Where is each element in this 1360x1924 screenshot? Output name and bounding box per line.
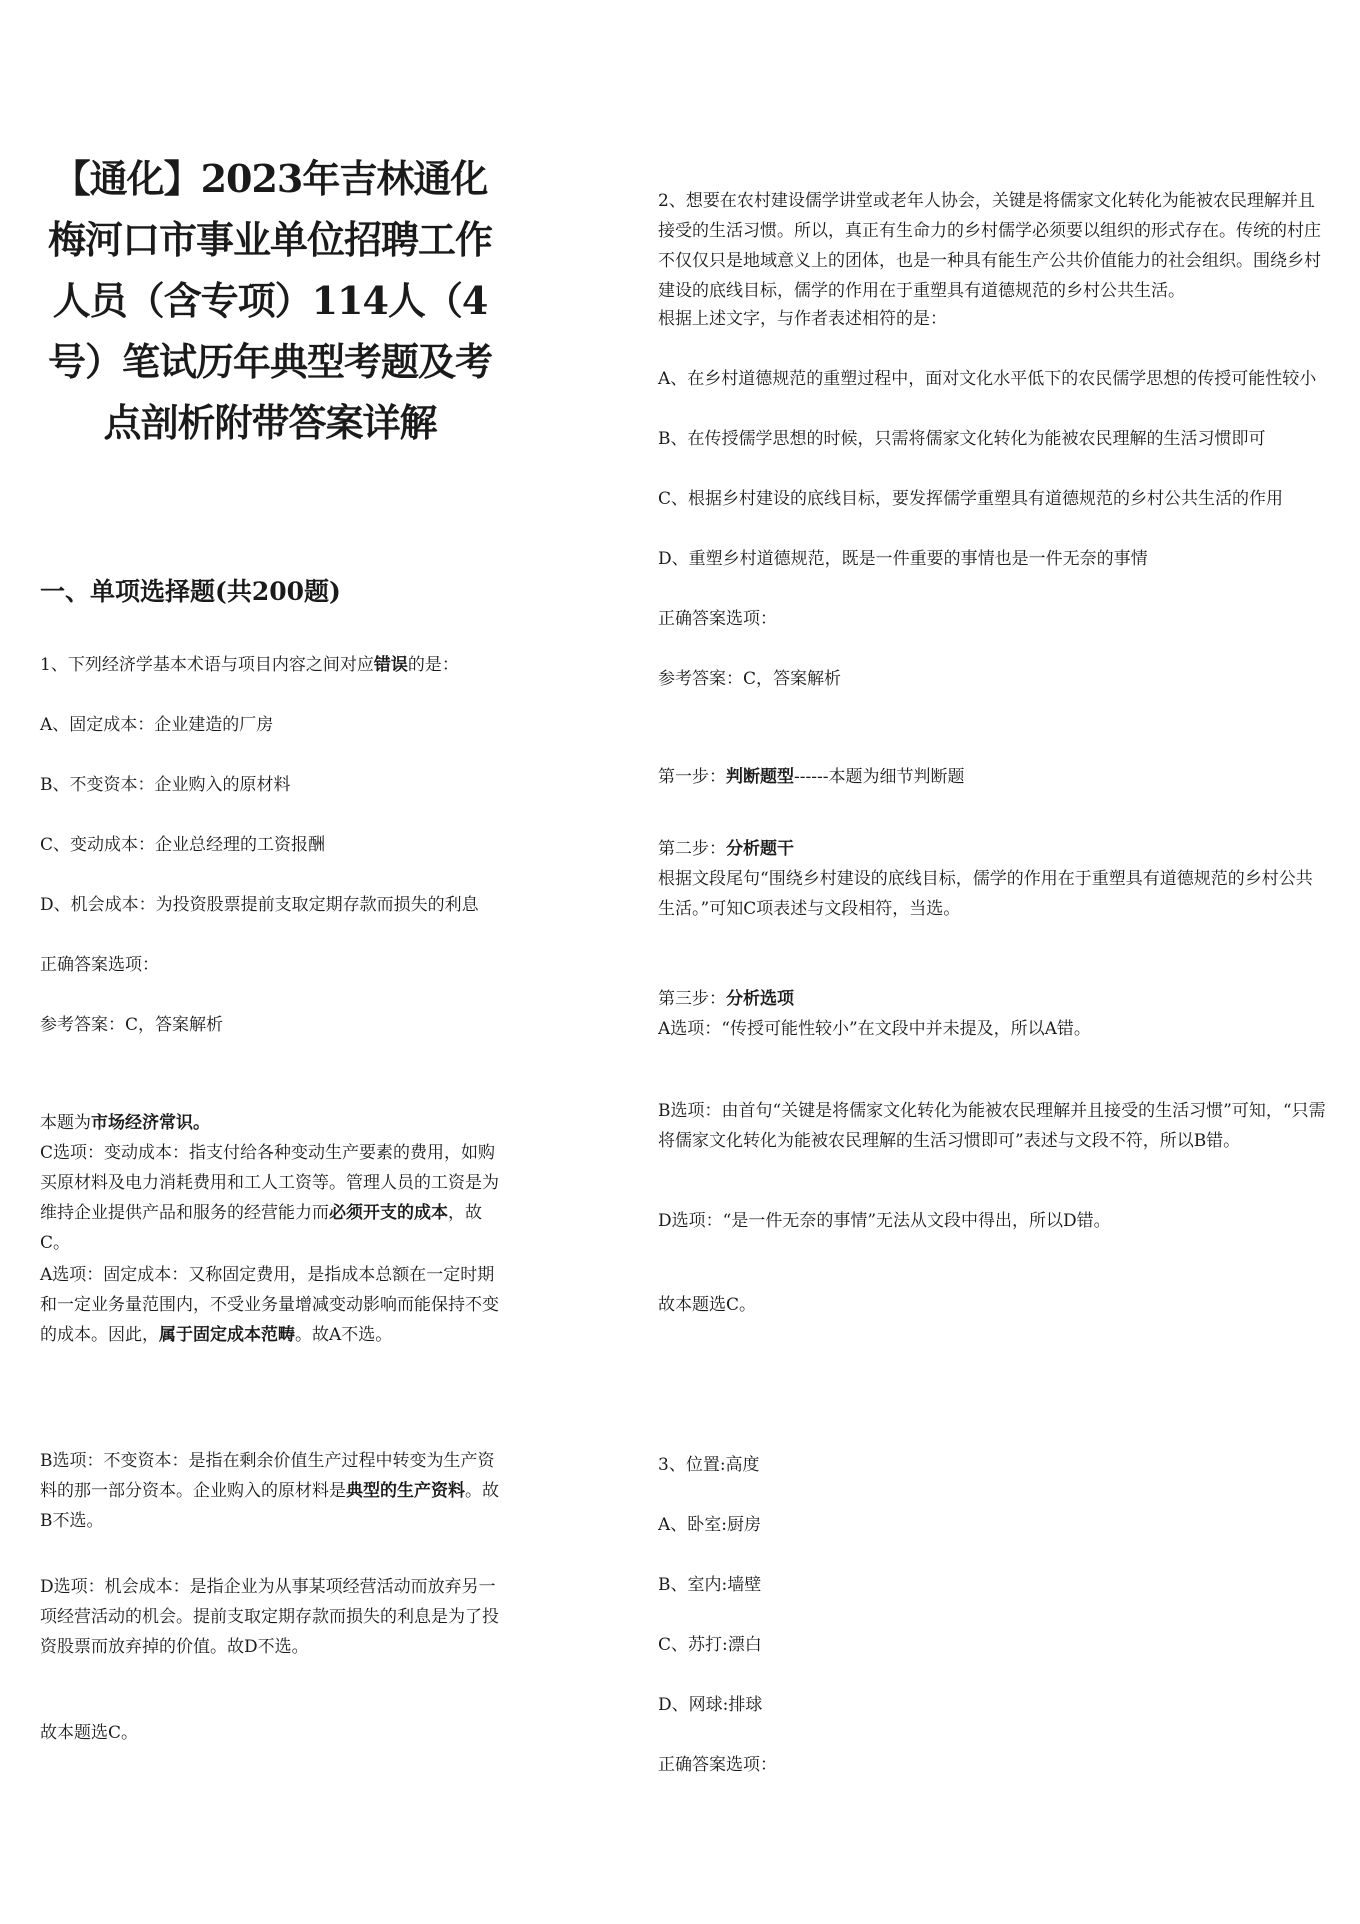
q2-option-c: C、根据乡村建设的底线目标，要发挥儒学重塑具有道德规范的乡村公共生活的作用 [658,489,1284,509]
q3-stem: 3、位置:高度 [658,1455,760,1475]
q2-step3-a: A选项：“传授可能性较小”在文段中并未提及，所以A错。 [658,1019,1091,1039]
q2-step3-heading: 第三步：分析选项 [658,989,794,1009]
section-heading: 一、单项选择题(共200题) [40,577,341,606]
q2-step3-b: B选项：由首句“关键是将儒家文化转化为能被农民理解并且接受的生活习惯”可知，“只需将儒家文化转化为能被农民理解的生活习惯即可”表述与文段不符，所以B错。 [658,1101,1326,1151]
q3-option-a: A、卧室:厨房 [658,1515,762,1535]
q2-option-a: A、在乡村道德规范的重塑过程中，面对文化水平低下的农民儒学思想的传授可能性较小 [658,369,1317,389]
q1-explanation-c: C选项：变动成本：指支付给各种变动生产要素的费用，如购买原材料及电力消耗费用和工人工资等。管理人员的工资是为维持企业提供产品和服务的经营能力而必须开支的成本，故C。 [40,1143,499,1253]
q1-stem: 1、下列经济学基本术语与项目内容之间对应错误的是： [40,655,459,675]
q3-correct-label: 正确答案选项： [658,1755,777,1775]
q2-step2-heading: 第二步：分析题干 [658,839,794,859]
q1-option-d: D、机会成本：为投资股票提前支取定期存款而损失的利息 [40,895,479,915]
q2-correct-label: 正确答案选项： [658,609,777,629]
q3-option-d: D、网球:排球 [658,1695,763,1715]
q2-option-b: B、在传授儒学思想的时候，只需将儒家文化转化为能被农民理解的生活习惯即可 [658,429,1266,449]
q2-step3-d: D选项：“是一件无奈的事情”无法从文段中得出，所以D错。 [658,1211,1111,1231]
q2-question: 根据上述文字，与作者表述相符的是： [658,309,947,329]
q1-correct-label: 正确答案选项： [40,955,159,975]
q1-explanation-b: B选项：不变资本：是指在剩余价值生产过程中转变为生产资料的那一部分资本。企业购入的原材料是典型的生产资料。故B不选。 [40,1451,499,1531]
q2-option-d: D、重塑乡村道德规范，既是一件重要的事情也是一件无奈的事情 [658,549,1148,569]
q2-step1: 第一步：判断题型------本题为细节判断题 [658,767,965,787]
q1-option-b: B、不变资本：企业购入的原材料 [40,775,291,795]
q1-explanation-intro: 本题为市场经济常识。 [40,1113,210,1133]
q1-conclusion: 故本题选C。 [40,1723,139,1743]
q1-reference-answer: 参考答案：C，答案解析 [40,1015,224,1035]
q1-option-a: A、固定成本：企业建造的厂房 [40,715,274,735]
q1-explanation-d: D选项：机会成本：是指企业为从事某项经营活动而放弃另一项经营活动的机会。提前支取定期存款而损失的利息是为了投资股票而放弃掉的价值。故D不选。 [40,1577,499,1657]
q2-step2-body: 根据文段尾句“围绕乡村建设的底线目标，儒学的作用在于重塑具有道德规范的乡村公共生活。”可知C项表述与文段相符，当选。 [658,869,1313,919]
q1-explanation-a: A选项：固定成本：又称固定费用，是指成本总额在一定时期和一定业务量范围内，不受业务量增减变动影响而能保持不变的成本。因此，属于固定成本范畴。故A不选。 [40,1265,499,1345]
q2-conclusion: 故本题选C。 [658,1295,757,1315]
q2-reference-answer: 参考答案：C，答案解析 [658,669,842,689]
q3-option-b: B、室内:墙壁 [658,1575,762,1595]
q2-stem: 2、想要在农村建设儒学讲堂或老年人协会，关键是将儒家文化转化为能被农民理解并且接受的生活习惯。所以，真正有生命力的乡村儒学必须要以组织的形式存在。传统的村庄不仅仅只是地域意义上的团体，也是一种具有能生产公共价值能力的社会组织。围绕乡村建设的底线目标，儒学的作用在于重塑具有道德规范的乡村公共生活。 [658,191,1321,301]
document-title: 【通化】2023年吉林通化梅河口市事业单位招聘工作人员（含专项）114人（4号）笔试历年典型考题及考点剖析附带答案详解 [47,156,492,445]
q1-option-c: C、变动成本：企业总经理的工资报酬 [40,835,326,855]
q3-option-c: C、苏打:漂白 [658,1635,762,1655]
